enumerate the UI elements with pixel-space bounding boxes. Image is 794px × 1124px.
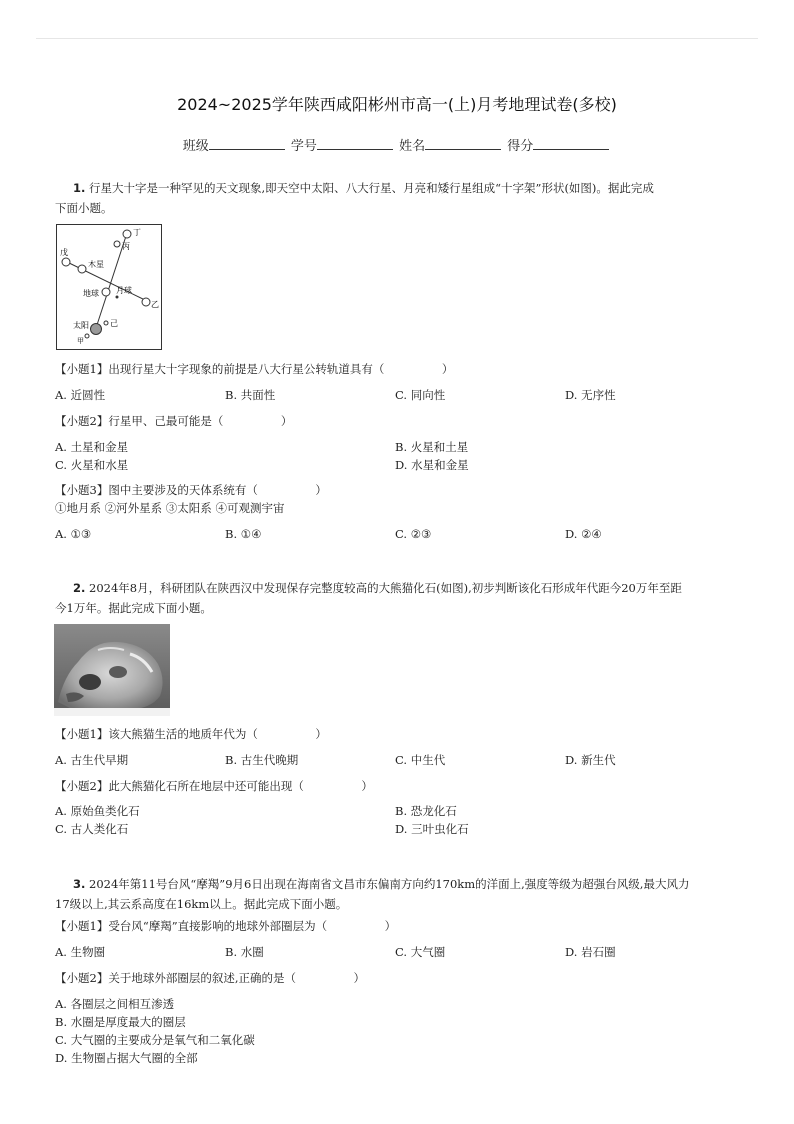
q3-sub1-option-b[interactable]: B. 水圈 [225, 945, 264, 959]
label-earth: 地球 [83, 289, 99, 298]
label-yi: 乙 [151, 300, 159, 309]
class-label: 班级 [182, 139, 209, 154]
q3-sub1-option-c[interactable]: C. 大气圈 [395, 945, 446, 959]
question-1-stem-line1: 行星大十字是一种罕见的天文现象,即天空中太阳、八大行星、月亮和矮行星组成“十字架”形状(如图)。据此完成 [89, 181, 654, 195]
panda-fossil-photo [54, 624, 170, 716]
question-3-stem-line1: 2024年第11号台风“摩羯”9月6日出现在海南省文昌市东偏南方向约170km的洋面上,强度等级为超强台风级,最大风力 [89, 877, 690, 891]
q1-sub1-option-d[interactable]: D. 无序性 [565, 388, 616, 402]
label-jupiter: 木星 [88, 260, 104, 269]
planet-jia [85, 334, 89, 338]
name-blank[interactable] [425, 137, 501, 150]
label-jia: 甲 [77, 337, 84, 345]
planet-yi [142, 298, 150, 306]
student-info-row [0, 135, 794, 154]
q3-sub1-option-a[interactable]: A. 生物圈 [55, 945, 106, 959]
label-ji: 己 [110, 319, 118, 328]
planet-bing [114, 241, 120, 247]
q1-sub3-option-a[interactable]: A. ①③ [55, 527, 92, 541]
q1-sub3-option-c[interactable]: C. ②③ [395, 527, 432, 541]
q1-sub3-option-b[interactable]: B. ①④ [225, 527, 262, 541]
question-2-stem-line1: 2024年8月，科研团队在陕西汉中发现保存完整度较高的大熊猫化石(如图),初步判断该化石形成年代距今20万年至距 [89, 581, 682, 595]
label-moon: 月球 [116, 286, 132, 295]
q3-sub1-option-d[interactable]: D. 岩石圈 [565, 945, 616, 959]
q3-sub2-option-d[interactable]: D. 生物圈占据大气圈的全部 [55, 1051, 198, 1065]
label-wu: 戊 [60, 248, 68, 257]
label-sun: 太阳 [73, 321, 89, 330]
question-2-number: 2. [73, 581, 86, 595]
q1-sub1-option-a[interactable]: A. 近圆性 [55, 388, 106, 402]
q2-sub1-option-a[interactable]: A. 古生代早期 [55, 753, 129, 767]
q2-sub2-option-d[interactable]: D. 三叶虫化石 [395, 822, 469, 836]
score-blank[interactable] [533, 137, 609, 150]
q3-sub2-option-a[interactable]: A. 各圈层之间相互渗透 [55, 997, 175, 1011]
q1-sub3-option-d[interactable]: D. ②④ [565, 527, 602, 541]
question-1-stem-line2: 下面小题。 [55, 201, 113, 215]
class-blank[interactable] [209, 137, 285, 150]
score-label: 得分 [507, 139, 534, 154]
student-id-blank[interactable] [317, 137, 393, 150]
student-id-label: 学号 [290, 139, 317, 154]
panda-fossil-image [54, 624, 170, 716]
planet-cross-figure [56, 224, 162, 350]
planet-ding [123, 230, 131, 238]
q2-sub2-option-a[interactable]: A. 原始鱼类化石 [55, 804, 140, 818]
q1-sub2-option-d[interactable]: D. 水星和金星 [395, 458, 469, 472]
q1-sub2-option-a[interactable]: A. 土星和金星 [55, 440, 129, 454]
q1-sub1-option-b[interactable]: B. 共面性 [225, 388, 276, 402]
question-1-number: 1. [73, 181, 86, 195]
question-1-sub3-items: ①地月系 ②河外星系 ③太阳系 ④可观测宇宙 [55, 501, 285, 515]
sun-circle [91, 324, 102, 335]
question-3-sub1: 【小题1】受台风“摩羯”直接影响的地球外部圈层为（ ） [55, 919, 397, 933]
question-2-sub1: 【小题1】该大熊猫生活的地质年代为（ ） [55, 727, 327, 741]
q1-sub1-option-c[interactable]: C. 同向性 [395, 388, 446, 402]
name-label: 姓名 [399, 139, 426, 154]
q3-sub2-option-b[interactable]: B. 水圈是厚度最大的圈层 [55, 1015, 186, 1029]
q2-sub1-option-d[interactable]: D. 新生代 [565, 753, 616, 767]
label-bing: 丙 [122, 242, 130, 251]
question-3-stem [55, 874, 745, 914]
question-2-stem [55, 578, 745, 618]
q1-sub2-option-b[interactable]: B. 火星和土星 [395, 440, 469, 454]
planet-earth [102, 288, 110, 296]
q3-sub2-option-c[interactable]: C. 大气圈的主要成分是氧气和二氧化碳 [55, 1033, 255, 1047]
question-2-sub2: 【小题2】此大熊猫化石所在地层中还可能出现（ ） [55, 779, 373, 793]
question-1-sub1: 【小题1】出现行星大十字现象的前提是八大行星公转轨道具有（ ） [55, 362, 454, 376]
page-title: 2024~2025学年陕西咸阳彬州市高一(上)月考地理试卷(多校) [177, 95, 617, 114]
question-3-stem-line2: 17级以上,其云系高度在16km以上。据此完成下面小题。 [55, 897, 348, 911]
q2-sub1-option-c[interactable]: C. 中生代 [395, 753, 446, 767]
q2-sub2-option-c[interactable]: C. 古人类化石 [55, 822, 129, 836]
q1-sub2-option-c[interactable]: C. 火星和水星 [55, 458, 129, 472]
question-3-sub2: 【小题2】关于地球外部圈层的叙述,正确的是（ ） [55, 971, 365, 985]
planet-ji [104, 321, 108, 325]
planet-wu [62, 258, 70, 266]
question-1-sub2: 【小题2】行星甲、己最可能是（ ） [55, 414, 293, 428]
planet-cross-diagram [57, 225, 161, 349]
q2-sub1-option-b[interactable]: B. 古生代晚期 [225, 753, 299, 767]
planet-jupiter [78, 265, 86, 273]
q2-sub2-option-b[interactable]: B. 恐龙化石 [395, 804, 457, 818]
label-ding: 丁 [133, 228, 141, 237]
question-1-stem [55, 178, 745, 218]
moon-dot [116, 296, 119, 299]
question-3-number: 3. [73, 877, 86, 891]
header-rule [36, 38, 758, 39]
question-2-stem-line2: 今1万年。据此完成下面小题。 [55, 601, 212, 615]
question-1-sub3: 【小题3】图中主要涉及的天体系统有（ ） [55, 483, 327, 497]
